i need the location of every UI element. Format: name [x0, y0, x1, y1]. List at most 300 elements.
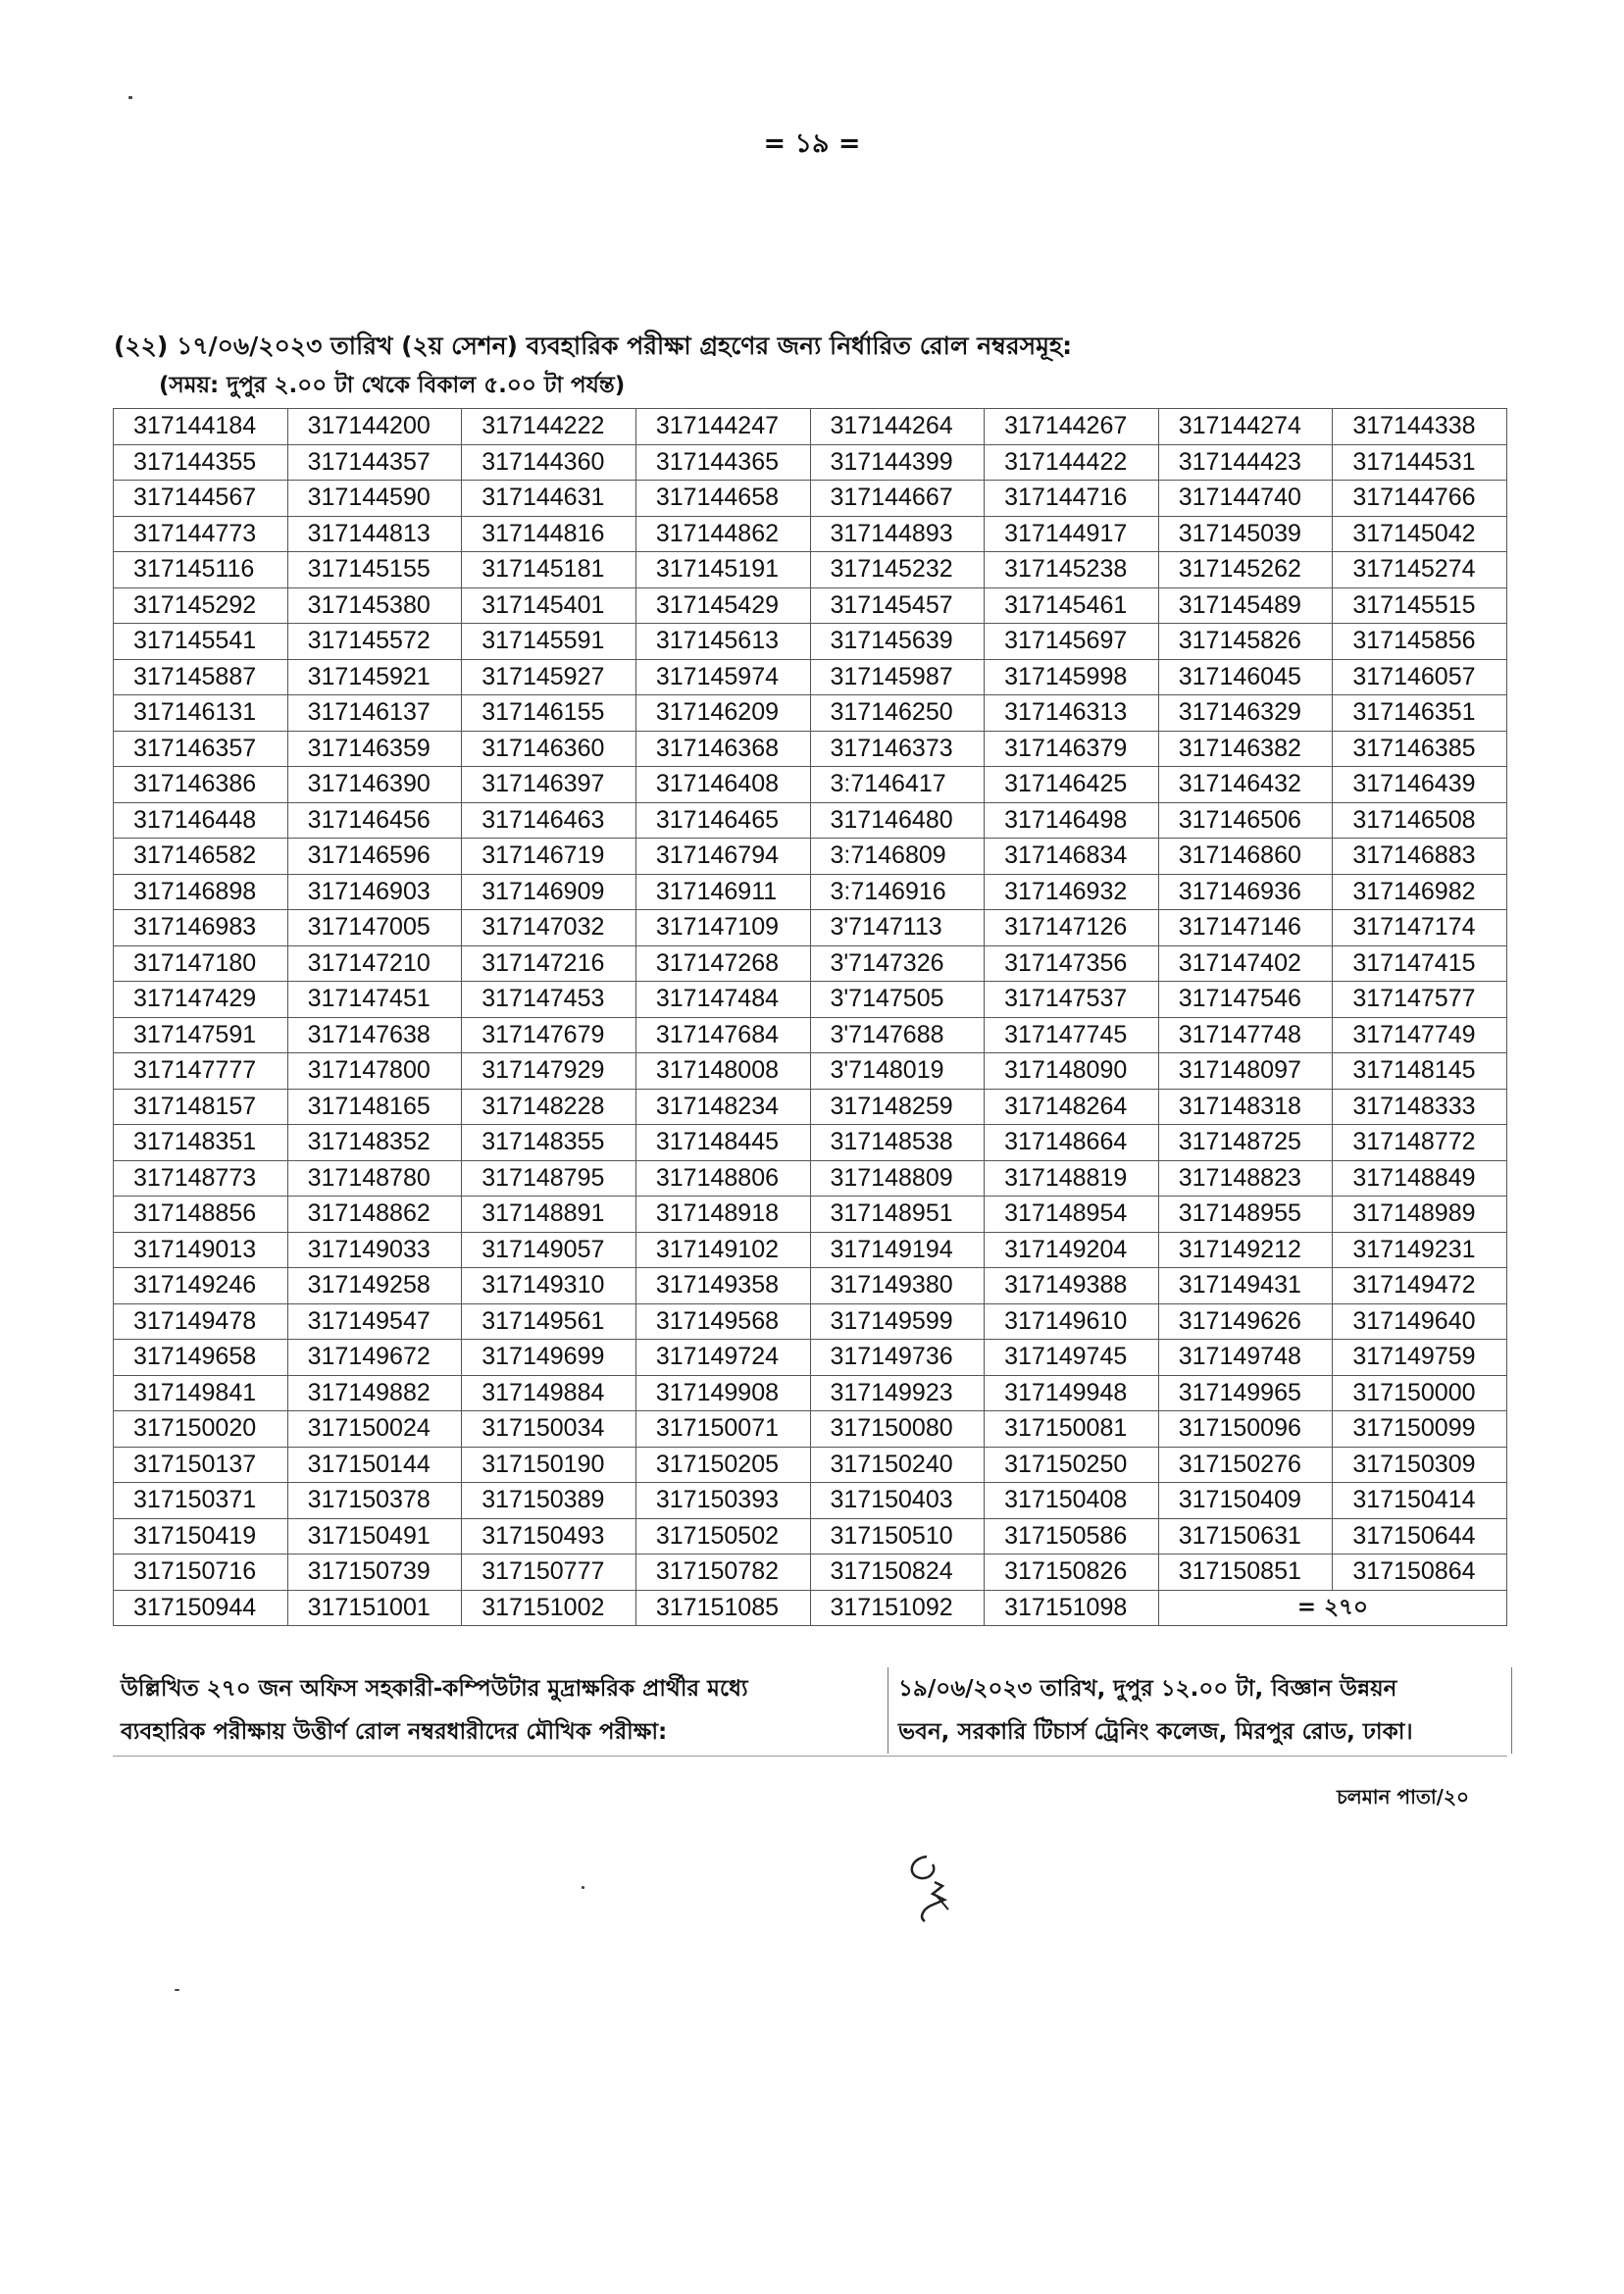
roll-number-cell: 317148849 — [1333, 1160, 1507, 1197]
roll-number-cell: 317149212 — [1158, 1232, 1333, 1268]
roll-number-cell: 317145181 — [462, 552, 636, 588]
roll-number-cell: 317149884 — [462, 1375, 636, 1411]
roll-number-cell: 317145274 — [1333, 552, 1507, 588]
roll-number-cell: 317146209 — [635, 695, 810, 732]
roll-number-cell: 317150240 — [810, 1447, 985, 1483]
roll-number-cell: 317146596 — [287, 839, 462, 875]
page-number: = ১৯ = — [763, 128, 861, 159]
roll-number-cell: 317146357 — [114, 731, 288, 767]
viva-note-line-2: ব্যবহারিক পরীক্ষায় উত্তীর্ণ রোল নম্বরধারীদের মৌখিক পরীক্ষা: — [121, 1719, 668, 1745]
roll-number-cell: 317148664 — [985, 1125, 1159, 1161]
roll-number-cell: 317150409 — [1158, 1483, 1333, 1519]
table-row — [114, 409, 1507, 445]
roll-number-cell: 317145155 — [287, 552, 462, 588]
roll-number-cell: 317146983 — [114, 910, 288, 946]
roll-number-cell: 317150944 — [114, 1590, 288, 1626]
roll-number-cell: 317150826 — [985, 1555, 1159, 1591]
roll-number-cell: 317146909 — [462, 874, 636, 910]
roll-number-cell: 317145262 — [1158, 552, 1333, 588]
roll-number-cell: 317150782 — [635, 1555, 810, 1591]
scan-speck — [175, 1989, 179, 1991]
roll-number-cell: 317144893 — [810, 516, 985, 552]
table-row — [114, 1555, 1507, 1591]
roll-number-cell: 317150716 — [114, 1555, 288, 1591]
roll-number-cell: 3'7147505 — [810, 982, 985, 1018]
roll-number-cell: 317148355 — [462, 1125, 636, 1161]
roll-number-cell: 317146408 — [635, 767, 810, 803]
roll-number-cell: 317149965 — [1158, 1375, 1333, 1411]
roll-number-cell: 317145697 — [985, 624, 1159, 660]
roll-number-cell: 317150096 — [1158, 1411, 1333, 1448]
roll-number-cell: 317146898 — [114, 874, 288, 910]
roll-number-cell: 317149736 — [810, 1340, 985, 1376]
roll-number-cell: 317144357 — [287, 444, 462, 481]
roll-number-cell: 317145191 — [635, 552, 810, 588]
roll-number-cell: 317148352 — [287, 1125, 462, 1161]
roll-number-cell: 317149640 — [1333, 1303, 1507, 1340]
table-row — [114, 767, 1507, 803]
roll-number-cell: 317146936 — [1158, 874, 1333, 910]
roll-number-cell: 317144813 — [287, 516, 462, 552]
roll-number-cell: 317148955 — [1158, 1197, 1333, 1233]
roll-number-cell: 317150631 — [1158, 1518, 1333, 1555]
table-row — [114, 802, 1507, 839]
roll-number-cell: 317147638 — [287, 1017, 462, 1053]
roll-number-cell: 317144862 — [635, 516, 810, 552]
roll-number-cell: 317148538 — [810, 1125, 985, 1161]
roll-number-cell: 317146860 — [1158, 839, 1333, 875]
table-row — [114, 516, 1507, 552]
roll-number-cell: 317144365 — [635, 444, 810, 481]
roll-number-cell: 317146131 — [114, 695, 288, 732]
roll-number-cell: 317145042 — [1333, 516, 1507, 552]
roll-number-cell: 317150493 — [462, 1518, 636, 1555]
section-heading: (২২) ১৭/০৬/২০২৩ তারিখ (২য় সেশন) ব্যবহারিক পরীক্ষা গ্রহণের জন্য নির্ধারিত রোল নম্বরসমূহ: — [114, 331, 1073, 360]
roll-number-cell: 317148145 — [1333, 1053, 1507, 1090]
roll-number-cell: 317147929 — [462, 1053, 636, 1090]
table-row — [114, 910, 1507, 946]
table-row — [114, 695, 1507, 732]
table-row — [114, 945, 1507, 982]
roll-number-cell: 317149599 — [810, 1303, 985, 1340]
table-row — [114, 444, 1507, 481]
roll-number-cell: 317145613 — [635, 624, 810, 660]
roll-number-cell: 317145238 — [985, 552, 1159, 588]
roll-number-cell: 317144338 — [1333, 409, 1507, 445]
roll-number-cell: 3:7146809 — [810, 839, 985, 875]
roll-number-cell: 317145987 — [810, 659, 985, 695]
table-row — [114, 1017, 1507, 1053]
table-row — [114, 552, 1507, 588]
roll-number-cell: 317148090 — [985, 1053, 1159, 1090]
roll-number-cell: 317149748 — [1158, 1340, 1333, 1376]
roll-number-cell: 317149547 — [287, 1303, 462, 1340]
roll-number-cell: 3:7146916 — [810, 874, 985, 910]
roll-number-cell: 3:7146417 — [810, 767, 985, 803]
roll-number-cell: 317150205 — [635, 1447, 810, 1483]
roll-number-cell: 317146057 — [1333, 659, 1507, 695]
roll-number-cell: 317146368 — [635, 731, 810, 767]
roll-number-cell: 317149610 — [985, 1303, 1159, 1340]
roll-number-cell: 317150000 — [1333, 1375, 1507, 1411]
roll-number-cell: 317144773 — [114, 516, 288, 552]
roll-number-cell: 317151098 — [985, 1590, 1159, 1626]
roll-number-cell: 317149672 — [287, 1340, 462, 1376]
roll-number-cell: 317145887 — [114, 659, 288, 695]
roll-number-cell: 317146794 — [635, 839, 810, 875]
roll-number-cell: 317144360 — [462, 444, 636, 481]
roll-number-cell: 317149310 — [462, 1268, 636, 1304]
table-row — [114, 1053, 1507, 1090]
roll-number-cell: 317147451 — [287, 982, 462, 1018]
table-row — [114, 659, 1507, 695]
roll-number-cell: 317147679 — [462, 1017, 636, 1053]
roll-number-cell: 317144917 — [985, 516, 1159, 552]
roll-number-cell: 317150393 — [635, 1483, 810, 1519]
roll-number-cell: 317145927 — [462, 659, 636, 695]
roll-number-cell: 317148809 — [810, 1160, 985, 1197]
roll-number-cell: 317148891 — [462, 1197, 636, 1233]
roll-number-cell: 317147591 — [114, 1017, 288, 1053]
roll-number-cell: 317150099 — [1333, 1411, 1507, 1448]
roll-number-cell: 317147109 — [635, 910, 810, 946]
roll-number-cell: 317149882 — [287, 1375, 462, 1411]
table-row — [114, 874, 1507, 910]
roll-number-table — [113, 408, 1507, 1626]
roll-number-cell: 317146432 — [1158, 767, 1333, 803]
roll-number-cell: 317147453 — [462, 982, 636, 1018]
roll-number-cell: 317145232 — [810, 552, 985, 588]
roll-number-cell: 317151092 — [810, 1590, 985, 1626]
roll-number-cell: 317144658 — [635, 481, 810, 517]
roll-number-cell: 317146439 — [1333, 767, 1507, 803]
roll-number-cell: 317149431 — [1158, 1268, 1333, 1304]
roll-number-cell: 317148008 — [635, 1053, 810, 1090]
roll-number-cell: 317146045 — [1158, 659, 1333, 695]
roll-number-cell: 317145974 — [635, 659, 810, 695]
roll-number-cell: 317148951 — [810, 1197, 985, 1233]
roll-number-cell: 317149923 — [810, 1375, 985, 1411]
roll-number-cell: 317144274 — [1158, 409, 1333, 445]
roll-number-cell: 317150739 — [287, 1555, 462, 1591]
roll-number-cell: 317147174 — [1333, 910, 1507, 946]
roll-number-cell: 317146379 — [985, 731, 1159, 767]
roll-number-cell: 317146480 — [810, 802, 985, 839]
roll-number-cell: 317147268 — [635, 945, 810, 982]
roll-number-cell: 317149358 — [635, 1268, 810, 1304]
roll-number-cell: 3'7148019 — [810, 1053, 985, 1090]
viva-note — [113, 1659, 1507, 1757]
roll-number-cell: 317146137 — [287, 695, 462, 732]
roll-number-cell: 317149057 — [462, 1232, 636, 1268]
roll-number-cell: 317149388 — [985, 1268, 1159, 1304]
roll-number-cell: 317149841 — [114, 1375, 288, 1411]
roll-number-cell: 317149699 — [462, 1340, 636, 1376]
roll-number-cell: 317146390 — [287, 767, 462, 803]
table-row-last — [114, 1590, 1507, 1626]
roll-number-cell: 317145489 — [1158, 587, 1333, 624]
roll-number-cell: 317145515 — [1333, 587, 1507, 624]
roll-number-cell: 317146385 — [1333, 731, 1507, 767]
roll-number-cell: 317145856 — [1333, 624, 1507, 660]
table-row — [114, 481, 1507, 517]
roll-number-cell: 317147777 — [114, 1053, 288, 1090]
roll-number-cell: 317146911 — [635, 874, 810, 910]
roll-number-cell: 317146463 — [462, 802, 636, 839]
table-row — [114, 1411, 1507, 1448]
roll-number-cell: 317146883 — [1333, 839, 1507, 875]
roll-number-cell: 317147415 — [1333, 945, 1507, 982]
roll-number-cell: 317150403 — [810, 1483, 985, 1519]
roll-number-cell: 317146382 — [1158, 731, 1333, 767]
table-row — [114, 1089, 1507, 1125]
roll-number-cell: 317144531 — [1333, 444, 1507, 481]
table-row — [114, 982, 1507, 1018]
table-row — [114, 1160, 1507, 1197]
viva-schedule-line-1: ১৯/০৬/২০২৩ তারিখ, দুপুর ১২.০০ টা, বিজ্ঞান উন্নয়ন — [898, 1676, 1397, 1702]
roll-number-cell: 317145401 — [462, 587, 636, 624]
viva-note-description — [121, 1667, 886, 1754]
roll-number-cell: 317148856 — [114, 1197, 288, 1233]
roll-number-cell: 317144247 — [635, 409, 810, 445]
roll-number-cell: 317145998 — [985, 659, 1159, 695]
roll-number-cell: 317150276 — [1158, 1447, 1333, 1483]
roll-number-cell: 317147749 — [1333, 1017, 1507, 1053]
roll-number-cell: 317144766 — [1333, 481, 1507, 517]
roll-number-cell: 317148989 — [1333, 1197, 1507, 1233]
roll-number-cell: 317147032 — [462, 910, 636, 946]
roll-number-cell: 317148318 — [1158, 1089, 1333, 1125]
roll-number-cell: 317149568 — [635, 1303, 810, 1340]
roll-number-cell: 317145039 — [1158, 516, 1333, 552]
roll-number-cell: 317148157 — [114, 1089, 288, 1125]
roll-number-cell: 317145461 — [985, 587, 1159, 624]
roll-number-cell: 317150081 — [985, 1411, 1159, 1448]
roll-number-cell: 317144590 — [287, 481, 462, 517]
roll-number-cell: 317148772 — [1333, 1125, 1507, 1161]
table-row — [114, 587, 1507, 624]
roll-number-cell: 317150644 — [1333, 1518, 1507, 1555]
roll-number-cell: 317150190 — [462, 1447, 636, 1483]
roll-number-cell: 317146719 — [462, 839, 636, 875]
roll-number-cell: 317146456 — [287, 802, 462, 839]
roll-number-cell: 317144631 — [462, 481, 636, 517]
roll-number-cell: 317148780 — [287, 1160, 462, 1197]
roll-number-cell: 317149724 — [635, 1340, 810, 1376]
roll-number-cell: 317150034 — [462, 1411, 636, 1448]
roll-number-cell: 317145457 — [810, 587, 985, 624]
roll-number-cell: 317149102 — [635, 1232, 810, 1268]
roll-number-cell: 3'7147326 — [810, 945, 985, 982]
roll-number-cell: 317148097 — [1158, 1053, 1333, 1090]
roll-number-cell: 317147484 — [635, 982, 810, 1018]
roll-number-cell: 317146508 — [1333, 802, 1507, 839]
roll-number-cell: 317146155 — [462, 695, 636, 732]
roll-number-cell: 317150491 — [287, 1518, 462, 1555]
roll-number-cell: 317147546 — [1158, 982, 1333, 1018]
roll-number-cell: 317145921 — [287, 659, 462, 695]
roll-number-cell: 317150408 — [985, 1483, 1159, 1519]
roll-number-cell: 317146448 — [114, 802, 288, 839]
roll-number-cell: 317145429 — [635, 587, 810, 624]
roll-number-cell: 317148918 — [635, 1197, 810, 1233]
roll-number-cell: 317149231 — [1333, 1232, 1507, 1268]
roll-number-cell: 317147684 — [635, 1017, 810, 1053]
roll-number-cell: 3'7147113 — [810, 910, 985, 946]
table-row — [114, 1340, 1507, 1376]
roll-number-cell: 317150586 — [985, 1518, 1159, 1555]
roll-number-cell: 317148445 — [635, 1125, 810, 1161]
roll-number-cell: 3'7147688 — [810, 1017, 985, 1053]
roll-number-cell: 317145116 — [114, 552, 288, 588]
roll-number-cell: 317148234 — [635, 1089, 810, 1125]
roll-number-cell: 317146903 — [287, 874, 462, 910]
table-row — [114, 731, 1507, 767]
roll-number-cell: 317150389 — [462, 1483, 636, 1519]
roll-number-cell: 317146425 — [985, 767, 1159, 803]
roll-number-cell: 317150824 — [810, 1555, 985, 1591]
roll-number-cell: 317149626 — [1158, 1303, 1333, 1340]
roll-number-cell: 317147216 — [462, 945, 636, 982]
roll-number-cell: 317147210 — [287, 945, 462, 982]
roll-number-cell: 317149658 — [114, 1340, 288, 1376]
roll-number-cell: 317145591 — [462, 624, 636, 660]
roll-number-cell: 317150502 — [635, 1518, 810, 1555]
viva-schedule-line-2: ভবন, সরকারি টিচার্স ট্রেনিং কলেজ, মিরপুর রোড, ঢাকা। — [898, 1719, 1413, 1745]
roll-number-cell: 317144222 — [462, 409, 636, 445]
roll-number-cell: 317144200 — [287, 409, 462, 445]
roll-number-cell: 317146360 — [462, 731, 636, 767]
roll-number-cell: 317148954 — [985, 1197, 1159, 1233]
exam-time: (সময়: দুপুর ২.০০ টা থেকে বিকাল ৫.০০ টা পর্যন্ত) — [159, 373, 626, 398]
roll-number-cell: 317149258 — [287, 1268, 462, 1304]
roll-number-cell: 317149246 — [114, 1268, 288, 1304]
roll-table-body — [114, 409, 1507, 1626]
roll-number-cell: 317148773 — [114, 1160, 288, 1197]
viva-note-line-1: উল্লিখিত ২৭০ জন অফিস সহকারী-কম্পিউটার মুদ্রাক্ষরিক প্রার্থীর মধ্যে — [121, 1676, 748, 1702]
roll-number-cell: 317147356 — [985, 945, 1159, 982]
roll-number-cell: 317150137 — [114, 1447, 288, 1483]
roll-number-cell: 317145292 — [114, 587, 288, 624]
roll-number-cell: 317147748 — [1158, 1017, 1333, 1053]
roll-number-cell: 317148351 — [114, 1125, 288, 1161]
roll-number-cell: 317146582 — [114, 839, 288, 875]
roll-number-cell: 317149908 — [635, 1375, 810, 1411]
roll-number-cell: 317150080 — [810, 1411, 985, 1448]
roll-number-cell: 317146498 — [985, 802, 1159, 839]
scan-speck — [128, 96, 132, 99]
roll-number-cell: 317150777 — [462, 1555, 636, 1591]
roll-number-cell: 317149759 — [1333, 1340, 1507, 1376]
roll-number-cell: 317150851 — [1158, 1555, 1333, 1591]
roll-number-cell: 317149033 — [287, 1232, 462, 1268]
table-row — [114, 624, 1507, 660]
roll-number-cell: 317146465 — [635, 802, 810, 839]
roll-number-cell: 317147429 — [114, 982, 288, 1018]
roll-number-cell: 317149745 — [985, 1340, 1159, 1376]
roll-number-cell: 317146313 — [985, 695, 1159, 732]
roll-number-cell: 317151001 — [287, 1590, 462, 1626]
roll-number-cell: 317149013 — [114, 1232, 288, 1268]
roll-number-cell: 317146351 — [1333, 695, 1507, 732]
roll-number-cell: 317144816 — [462, 516, 636, 552]
table-row — [114, 1268, 1507, 1304]
roll-number-cell: 317144740 — [1158, 481, 1333, 517]
roll-number-cell: 317144423 — [1158, 444, 1333, 481]
roll-number-cell: 317149478 — [114, 1303, 288, 1340]
roll-number-cell: 317145572 — [287, 624, 462, 660]
roll-number-cell: 317144264 — [810, 409, 985, 445]
roll-number-cell: 317150371 — [114, 1483, 288, 1519]
viva-schedule — [888, 1667, 1512, 1754]
continued-page-note: চলমান পাতা/২০ — [1337, 1785, 1469, 1809]
roll-number-cell: 317148823 — [1158, 1160, 1333, 1197]
roll-number-cell: 317146397 — [462, 767, 636, 803]
scan-speck — [582, 1886, 584, 1889]
table-row — [114, 1447, 1507, 1483]
roll-number-cell: 317146359 — [287, 731, 462, 767]
table-row — [114, 1483, 1507, 1519]
roll-number-cell: 317144355 — [114, 444, 288, 481]
roll-number-cell: 317147402 — [1158, 945, 1333, 982]
roll-number-cell: 317149472 — [1333, 1268, 1507, 1304]
roll-number-cell: 317146373 — [810, 731, 985, 767]
roll-number-cell: 317147146 — [1158, 910, 1333, 946]
roll-number-cell: 317150414 — [1333, 1483, 1507, 1519]
signature-icon — [897, 1849, 966, 1927]
roll-number-cell: 317144267 — [985, 409, 1159, 445]
roll-number-cell: 317145541 — [114, 624, 288, 660]
roll-number-cell: 317149380 — [810, 1268, 985, 1304]
roll-number-cell: 317148806 — [635, 1160, 810, 1197]
roll-number-cell: 317149194 — [810, 1232, 985, 1268]
roll-number-cell: 317144716 — [985, 481, 1159, 517]
roll-number-cell: 317148795 — [462, 1160, 636, 1197]
roll-number-cell: 317144399 — [810, 444, 985, 481]
table-row — [114, 1375, 1507, 1411]
table-row — [114, 1303, 1507, 1340]
roll-number-cell: 317149204 — [985, 1232, 1159, 1268]
roll-number-cell: 317147126 — [985, 910, 1159, 946]
roll-number-cell: 317147005 — [287, 910, 462, 946]
roll-number-cell: 317148264 — [985, 1089, 1159, 1125]
total-count: = ২৭০ — [1158, 1590, 1506, 1626]
roll-number-cell: 317146982 — [1333, 874, 1507, 910]
table-row — [114, 1125, 1507, 1161]
roll-number-cell: 317149948 — [985, 1375, 1159, 1411]
roll-number-cell: 317150024 — [287, 1411, 462, 1448]
table-row — [114, 1518, 1507, 1555]
roll-number-cell: 317145826 — [1158, 624, 1333, 660]
roll-number-cell: 317146386 — [114, 767, 288, 803]
roll-number-cell: 317148862 — [287, 1197, 462, 1233]
roll-number-cell: 317146506 — [1158, 802, 1333, 839]
roll-number-cell: 317150419 — [114, 1518, 288, 1555]
roll-number-cell: 317147745 — [985, 1017, 1159, 1053]
roll-number-cell: 317145639 — [810, 624, 985, 660]
roll-number-cell: 317148165 — [287, 1089, 462, 1125]
roll-number-cell: 317146834 — [985, 839, 1159, 875]
roll-number-cell: 317148333 — [1333, 1089, 1507, 1125]
roll-number-cell: 317147577 — [1333, 982, 1507, 1018]
roll-number-cell: 317150510 — [810, 1518, 985, 1555]
roll-number-cell: 317148725 — [1158, 1125, 1333, 1161]
roll-number-cell: 317148819 — [985, 1160, 1159, 1197]
roll-number-cell: 317151002 — [462, 1590, 636, 1626]
roll-number-cell: 317147180 — [114, 945, 288, 982]
roll-number-cell: 317149561 — [462, 1303, 636, 1340]
roll-number-cell: 317150378 — [287, 1483, 462, 1519]
